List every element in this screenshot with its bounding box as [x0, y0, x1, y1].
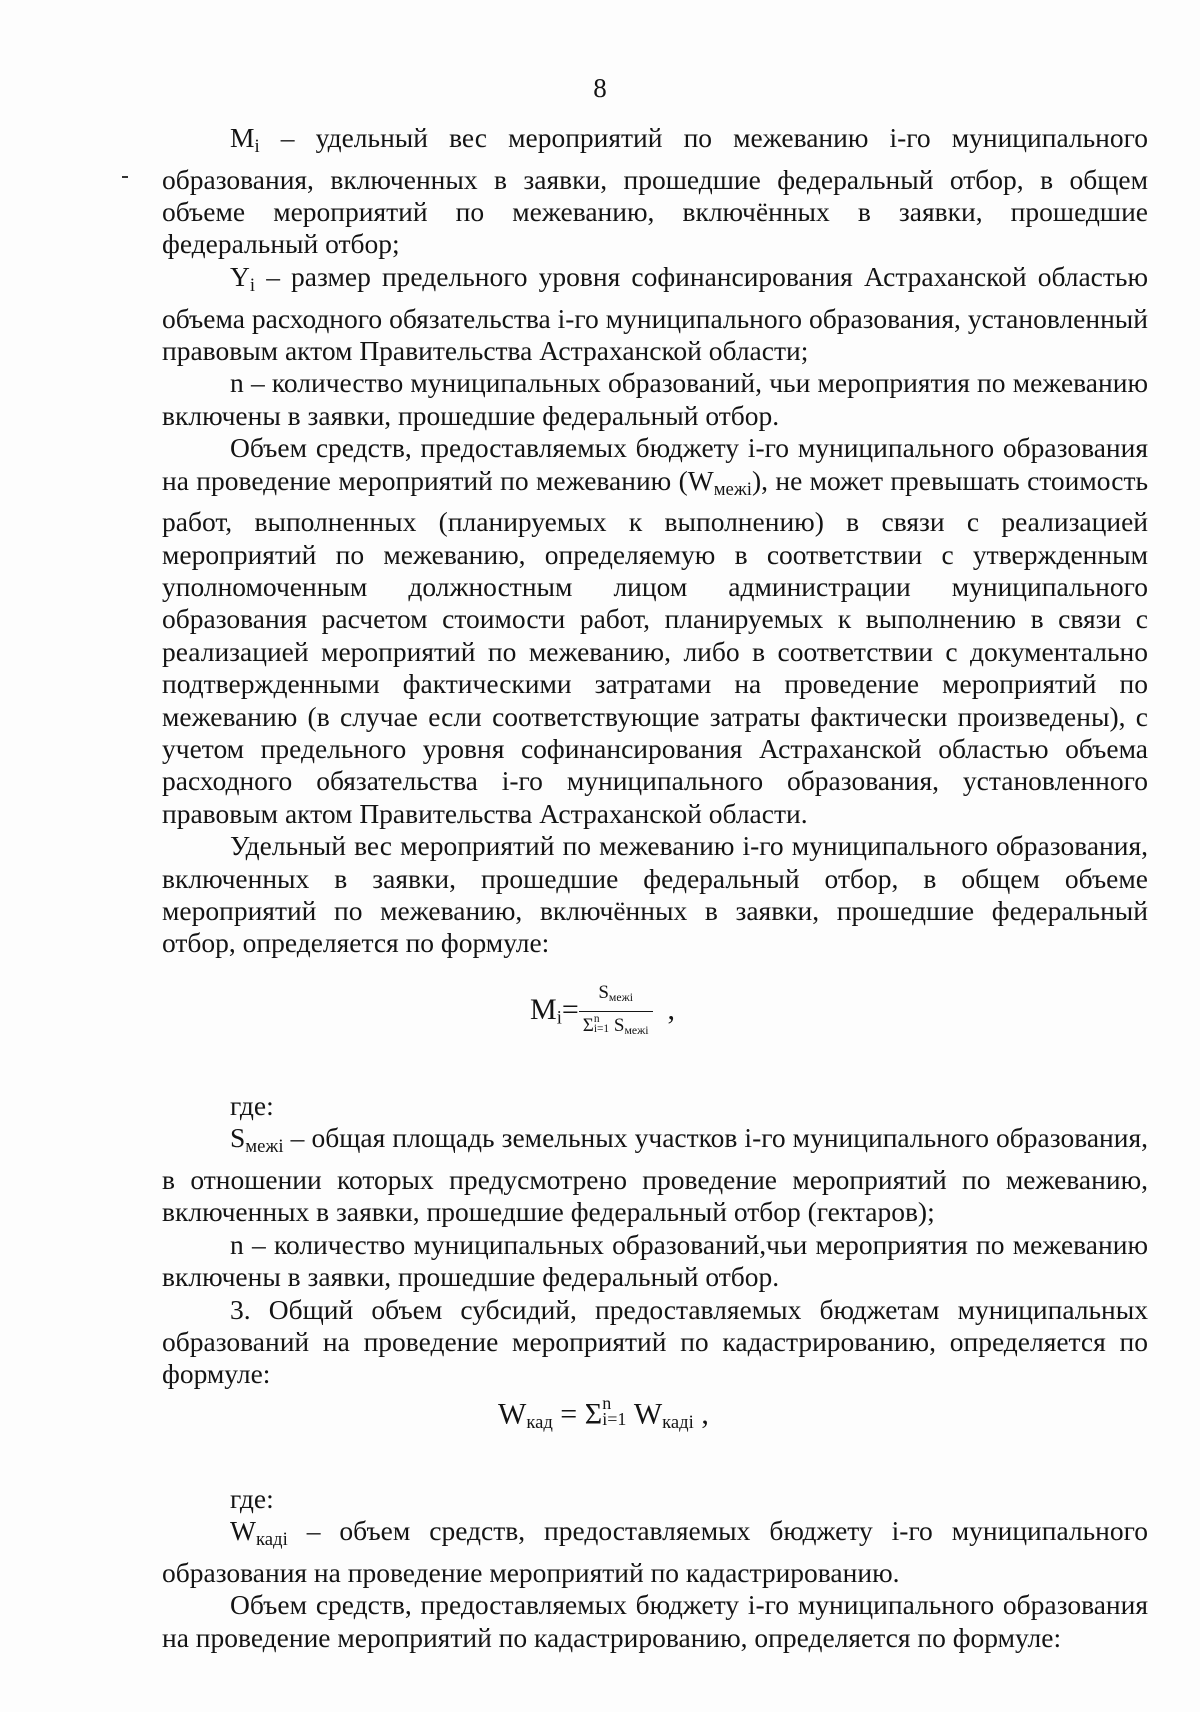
spacer	[162, 960, 1148, 982]
paragraph-wmezh-limit	[162, 432, 1148, 830]
symbol-w: W	[230, 1515, 256, 1547]
page-number: 8	[593, 73, 607, 103]
formula-mi	[530, 982, 675, 1042]
formula-wkad-lower: i=1	[602, 1408, 627, 1429]
formula-wkad-sigma: Σ	[584, 1397, 603, 1431]
definition-n-1: n – количество муниципальных образований, чьи мероприятия по межеванию включены в заявки, прошедшие федеральный отбор.	[162, 367, 1148, 431]
definition-mi	[162, 122, 1148, 261]
wmezh-subscript: межi	[713, 478, 752, 500]
definition-yi-text: – размер предельного уровня софинансирования Астраханской областью объема расходного обязательства i-го муниципального образования, установленный правовым актом Правительства Астраханской области;	[162, 260, 1148, 366]
document-body	[162, 122, 1148, 1654]
symbol-y: Y	[230, 260, 250, 292]
spacer	[162, 1068, 1148, 1090]
definition-mi-text: – удельный вес мероприятий по межеванию i-го муниципального образования, включенных в заявки, прошедшие федеральный отбор, в общем объеме мероприятий по межеванию, включённых в заявки, прошедшие федеральный отбор;	[162, 122, 1148, 260]
symbol-s-subscript: межi	[245, 1136, 284, 1158]
formula-mi-lhs-sub: i	[556, 1007, 562, 1029]
paragraph-wmezh-after: ), не может превышать стоимость работ, выполненных (планируемых к выполнению) в связи с реализацией мероприятий по межеванию, определяемую в соответствии с утвержденным уполномоченным должностным лицом администрации муниципального образования расчетом стоимости работ, планируемых к выполнению в связи с реализацией мероприятий по межеванию, либо в соответствии с документально подтвержденными фактическими затратами на проведение мероприятий по межеванию (в случае если соответствующие затраты фактически произведены), с учетом предельного уровня софинансирования Астраханской областью объема расходного обязательства i-го муниципального образования, установленного правовым актом Правительства Астраханской области.	[162, 464, 1149, 829]
formula-mi-num-symbol: S	[598, 981, 609, 1003]
symbol-s: S	[230, 1122, 246, 1154]
formula-wkad-lhs: W	[498, 1397, 527, 1431]
formula-wkad	[498, 1392, 709, 1439]
formula-wkad-symbol-sub: кадi	[662, 1411, 694, 1433]
definition-n-2: n – количество муниципальных образований,чьи мероприятия по межеванию включены в заявки, прошедшие федеральный отбор.	[162, 1228, 1148, 1293]
formula-mi-den-sub: межi	[624, 1023, 649, 1037]
formula-wkad-trail: ,	[701, 1397, 709, 1431]
definition-wkadi-text: – объем средств, предоставляемых бюджету i-го муниципального образования на проведение мероприятий по кадастрированию.	[162, 1515, 1148, 1588]
scan-artifact-mark	[122, 176, 128, 178]
formula-wkad-lhs-sub: кад	[526, 1411, 553, 1433]
formula-mi-den-upper: n	[593, 1012, 600, 1025]
formula-mi-num-sub: межi	[608, 990, 633, 1004]
paragraph-section-3: 3. Общий объем субсидий, предоставляемых бюджетам муниципальных образований на проведение мероприятий по кадастрированию, определяется по формуле:	[162, 1293, 1148, 1390]
formula-wkad-equals: =	[552, 1397, 585, 1431]
paragraph-wkadi-intro: Объем средств, предоставляемых бюджету i-го муниципального образования на проведение мероприятий по кадастрированию, определяется по формуле:	[162, 1589, 1148, 1653]
formula-wkad-symbol: W	[633, 1397, 663, 1431]
paragraph-mi-intro: Удельный вес мероприятий по межеванию i-го муниципального образования, включенных в заявки, прошедшие федеральный отбор, в общем объеме мероприятий по межеванию, включённых в заявки, прошедшие федеральный отбор, определяется по формуле:	[162, 830, 1148, 959]
formula-mi-den-limits	[594, 1014, 609, 1035]
definition-smezh-text: – общая площадь земельных участков i-го муниципального образования, в отношении которых предусмотрено проведение мероприятий по межеванию, включенных в заявки, прошедшие федеральный отбор (гектаров);	[162, 1122, 1148, 1228]
definition-smezh	[162, 1122, 1148, 1228]
where-label-2: где:	[230, 1482, 274, 1514]
where-label-1: где:	[230, 1089, 274, 1121]
formula-wkad-upper: n	[602, 1392, 612, 1413]
symbol-m: M	[230, 122, 255, 153]
formula-mi-numerator	[579, 982, 653, 1012]
symbol-y-subscript: i	[249, 275, 256, 297]
formula-mi-denominator	[579, 1012, 653, 1042]
formula-mi-equals: =	[561, 992, 579, 1026]
spacer	[162, 1461, 1148, 1483]
formula-mi-fraction	[579, 982, 653, 1042]
paragraph-wmezh-before: Объем средств, предоставляемых бюджету i-го муниципального образования на проведение мероприятий по межеванию (W	[162, 432, 1148, 496]
definition-wkadi	[162, 1515, 1148, 1589]
formula-mi-den-sigma: Σ	[582, 1014, 594, 1036]
formula-wkad-limits	[602, 1392, 627, 1429]
symbol-w-subscript: кадi	[255, 1529, 288, 1551]
formula-wkad-row	[162, 1391, 1148, 1461]
formula-mi-lhs: M	[530, 992, 557, 1026]
formula-mi-den-lower: i=1	[593, 1023, 610, 1036]
symbol-m-subscript: i	[254, 136, 260, 158]
formula-mi-row	[162, 982, 1148, 1068]
definition-yi	[162, 261, 1148, 367]
formula-mi-den-symbol: S	[613, 1014, 625, 1036]
formula-mi-trail: ,	[667, 992, 676, 1026]
